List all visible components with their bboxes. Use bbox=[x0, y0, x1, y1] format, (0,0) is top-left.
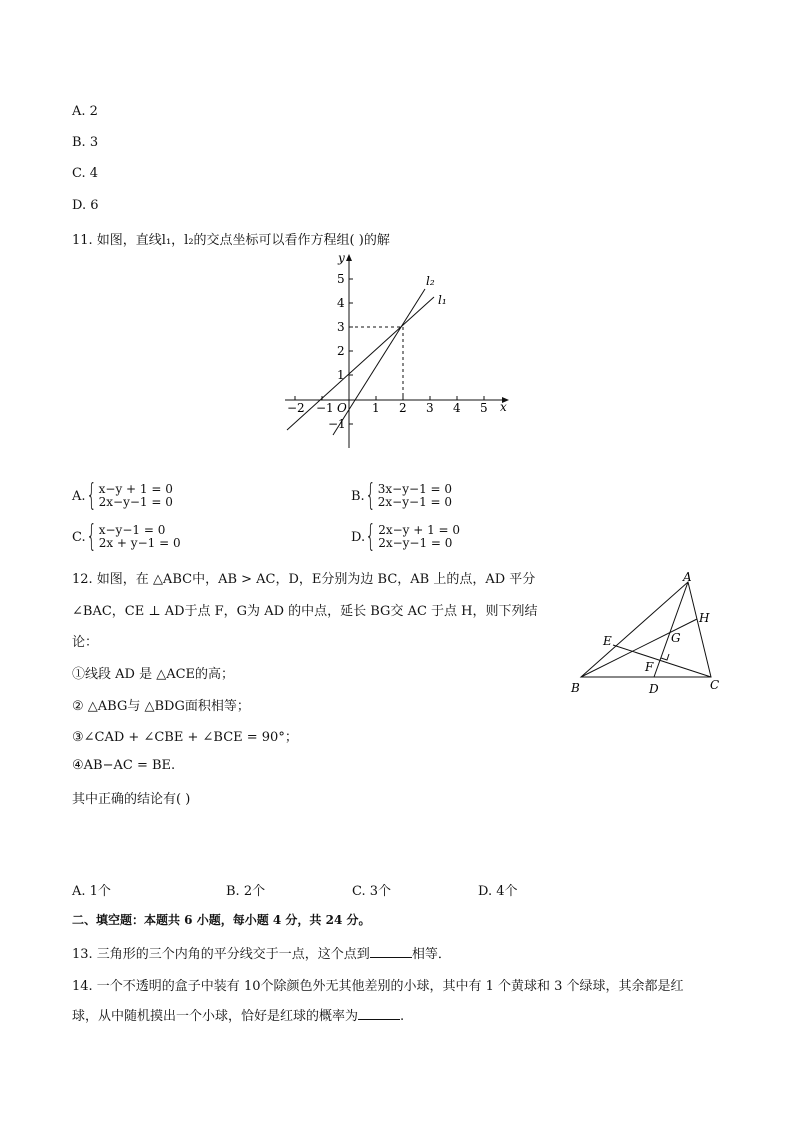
q11-stem: 11. 如图，直线l₁，l₂的交点坐标可以看作方程组( )的解 bbox=[72, 233, 390, 248]
q12-question: 其中正确的结论有( ) bbox=[72, 792, 191, 807]
y-tick-label: 3 bbox=[337, 320, 345, 334]
equation: 2x−y + 1 = 0 bbox=[378, 523, 461, 537]
q14-text: 球，从中随机摸出一个小球，恰好是红球的概率为 bbox=[72, 1009, 359, 1024]
prev-option-c: C. 4 bbox=[72, 166, 99, 181]
point-g-label: G bbox=[671, 631, 681, 645]
q12-statement-2: ② △ABG与 △BDG面积相等； bbox=[72, 699, 250, 714]
y-tick-label: −1 bbox=[328, 417, 346, 431]
q12-option-d[interactable]: D. 4个 bbox=[478, 884, 518, 899]
option-label: D. bbox=[351, 529, 366, 545]
q12-triangle-figure bbox=[560, 565, 730, 700]
q12-statement-3: ③∠CAD + ∠CBE + ∠BCE = 90°； bbox=[72, 730, 298, 745]
vertex-b-label: B bbox=[571, 681, 580, 695]
q11-option-a[interactable] bbox=[72, 478, 173, 513]
equation: x−y + 1 = 0 bbox=[98, 482, 173, 496]
q12-statement-4: ④AB−AC = BE. bbox=[72, 758, 176, 773]
x-axis-label: x bbox=[500, 400, 507, 414]
brace-icon: { bbox=[365, 519, 376, 554]
y-tick-label: 2 bbox=[337, 344, 345, 358]
option-label: A. bbox=[72, 488, 86, 504]
vertex-c-label: C bbox=[710, 678, 720, 692]
q12-statement-1: ①线段 AD 是 △ACE的高； bbox=[72, 667, 235, 682]
x-tick-label: −1 bbox=[316, 401, 334, 415]
y-tick-label: 4 bbox=[337, 296, 345, 310]
q12-option-a[interactable]: A. 1个 bbox=[72, 884, 111, 899]
x-tick-label: 4 bbox=[453, 401, 461, 415]
x-tick-label: 1 bbox=[372, 401, 380, 415]
brace-icon: { bbox=[364, 478, 376, 513]
brace-icon: { bbox=[85, 478, 97, 513]
x-tick-label: 2 bbox=[399, 401, 407, 415]
x-tick-label: −2 bbox=[287, 401, 305, 415]
x-tick-label: 3 bbox=[426, 401, 434, 415]
y-tick-label: 5 bbox=[337, 272, 345, 286]
origin-label: O bbox=[337, 401, 347, 415]
q12-stem-line1: 12. 如图，在 △ABC中，AB > AC，D，E分别为边 BC，AB 上的点，AD 平分 bbox=[72, 572, 536, 587]
x-tick-label: 5 bbox=[480, 401, 488, 415]
equation: 2x−y−1 = 0 bbox=[378, 536, 453, 550]
y-axis-label: y bbox=[338, 251, 345, 265]
section-heading: 二、填空题：本题共 6 小题，每小题 4 分，共 24 分。 bbox=[72, 913, 371, 927]
q12-stem-line3: 论： bbox=[72, 635, 99, 650]
line-l1 bbox=[287, 297, 434, 430]
q14-line1: 14. 一个不透明的盒子中装有 10个除颜色外无其他差别的小球，其中有 1 个黄球和 3 个绿球，其余都是红 bbox=[72, 979, 684, 994]
q11-coordinate-graph bbox=[280, 250, 520, 455]
point-f-label: F bbox=[645, 660, 654, 674]
prev-option-b: B. 3 bbox=[72, 135, 99, 150]
option-label: B. bbox=[351, 488, 365, 504]
brace-icon: { bbox=[85, 519, 97, 554]
prev-option-a: A. 2 bbox=[72, 104, 98, 119]
equation: x−y−1 = 0 bbox=[98, 523, 166, 537]
equation: 2x−y−1 = 0 bbox=[98, 495, 173, 509]
answer-blank[interactable] bbox=[370, 945, 412, 958]
q12-option-b[interactable]: B. 2个 bbox=[226, 884, 266, 899]
prev-option-d: D. 6 bbox=[72, 198, 99, 213]
q12-option-c[interactable]: C. 3个 bbox=[352, 884, 392, 899]
q11-option-c[interactable] bbox=[72, 519, 181, 554]
equation: 2x + y−1 = 0 bbox=[98, 536, 181, 550]
equation: 3x−y−1 = 0 bbox=[377, 482, 453, 496]
q13 bbox=[72, 943, 451, 962]
y-tick-label: 1 bbox=[337, 368, 345, 382]
q13-text-end: 相等． bbox=[411, 947, 451, 962]
line-l1-label: l₁ bbox=[438, 293, 447, 307]
q14-line2 bbox=[72, 1005, 404, 1024]
q11-option-b[interactable] bbox=[351, 478, 453, 513]
option-label: C. bbox=[72, 529, 86, 545]
point-d-label: D bbox=[649, 682, 659, 696]
q14-text-end: . bbox=[400, 1009, 405, 1024]
q11-option-d[interactable] bbox=[351, 519, 461, 554]
equation: 2x−y−1 = 0 bbox=[377, 495, 453, 509]
q13-text: 13. 三角形的三个内角的平分线交于一点，这个点到 bbox=[72, 947, 370, 962]
line-l2-label: l₂ bbox=[426, 274, 435, 288]
point-e-label: E bbox=[603, 634, 612, 648]
point-h-label: H bbox=[699, 611, 710, 625]
q12-stem-line2: ∠BAC，CE ⊥ AD于点 F，G为 AD 的中点，延长 BG交 AC 于点 H，则下列结 bbox=[72, 604, 538, 619]
answer-blank[interactable] bbox=[358, 1007, 400, 1020]
vertex-a-label: A bbox=[683, 570, 692, 584]
